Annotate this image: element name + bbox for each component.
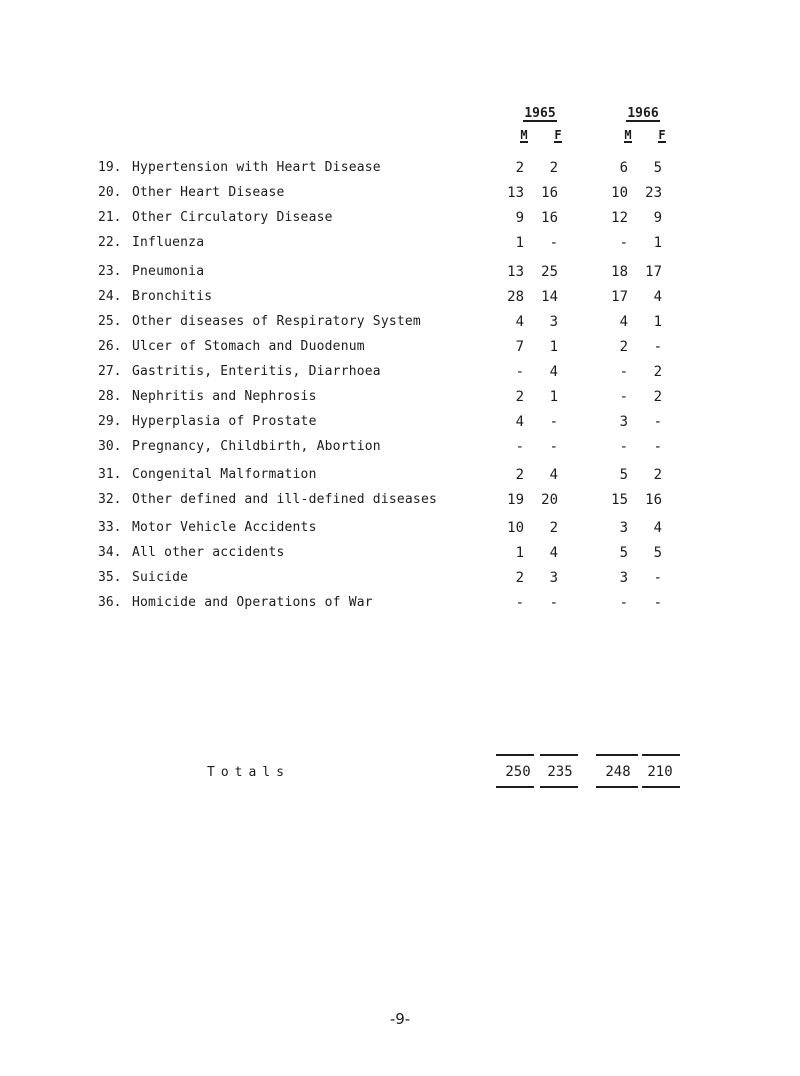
cell-female-1965: 3 — [549, 570, 558, 586]
cell-female-1965: 1 — [549, 339, 558, 355]
cell-male-1966: 5 — [619, 545, 628, 561]
cell-male-1965: 2 — [515, 467, 524, 483]
cell-female-1966: 1 — [653, 235, 662, 251]
cause-label: Motor Vehicle Accidents — [132, 520, 317, 535]
cell-female-1966: - — [653, 339, 662, 355]
cause-label: Hypertension with Heart Disease — [132, 160, 381, 175]
row-number: 21. — [98, 210, 122, 225]
row-number: 28. — [98, 389, 122, 404]
cause-label: Nephritis and Nephrosis — [132, 389, 317, 404]
cell-female-1966: 17 — [645, 264, 662, 280]
cause-label: Influenza — [132, 235, 205, 250]
cell-male-1965: 4 — [515, 414, 524, 430]
cause-label: Other diseases of Respiratory System — [132, 314, 421, 329]
cell-male-1966: 17 — [611, 289, 628, 305]
cell-female-1965: 2 — [549, 160, 558, 176]
cause-label: Hyperplasia of Prostate — [132, 414, 317, 429]
cause-label: Pregnancy, Childbirth, Abortion — [132, 439, 381, 454]
cell-female-1966: 5 — [653, 545, 662, 561]
cell-female-1965: - — [549, 595, 558, 611]
table-row — [0, 158, 800, 178]
cell-female-1966: - — [653, 414, 662, 430]
table-row — [0, 287, 800, 307]
cell-female-1965: 16 — [541, 185, 558, 201]
year-header-1966: 1966 — [627, 106, 659, 121]
cell-male-1966: 2 — [619, 339, 628, 355]
cause-label: Congenital Malformation — [132, 467, 317, 482]
cell-male-1965: 28 — [507, 289, 524, 305]
cell-male-1965: 19 — [507, 492, 524, 508]
cell-male-1966: 6 — [619, 160, 628, 176]
cause-label: Other defined and ill-defined diseases — [132, 492, 438, 507]
cell-male-1966: 3 — [619, 414, 628, 430]
total-f-1965: 235 — [547, 764, 573, 780]
cell-female-1965: 20 — [541, 492, 558, 508]
table-row — [0, 312, 800, 332]
cell-female-1965: 14 — [541, 289, 558, 305]
cell-female-1965: 2 — [549, 520, 558, 536]
cause-label: Pneumonia — [132, 264, 205, 279]
cell-male-1965: 9 — [515, 210, 524, 226]
row-number: 32. — [98, 492, 122, 507]
table-row — [0, 337, 800, 357]
cell-male-1965: 13 — [507, 185, 524, 201]
cell-male-1966: 10 — [611, 185, 628, 201]
cell-male-1965: - — [515, 364, 524, 380]
cell-male-1966: - — [619, 439, 628, 455]
cell-female-1966: 16 — [645, 492, 662, 508]
cell-female-1965: 25 — [541, 264, 558, 280]
row-number: 29. — [98, 414, 122, 429]
totals-rule-bottom — [642, 786, 680, 788]
cell-male-1966: 15 — [611, 492, 628, 508]
cell-male-1965: 1 — [515, 545, 524, 561]
sex-header-m-1965: M — [520, 128, 528, 142]
cell-male-1966: 12 — [611, 210, 628, 226]
table-row — [0, 518, 800, 538]
table-row — [0, 568, 800, 588]
cause-label: All other accidents — [132, 545, 285, 560]
cell-male-1966: 3 — [619, 520, 628, 536]
cause-label: Bronchitis — [132, 289, 213, 304]
table-row — [0, 593, 800, 613]
cell-female-1965: - — [549, 439, 558, 455]
cell-female-1966: - — [653, 570, 662, 586]
cause-label: Suicide — [132, 570, 189, 585]
cell-female-1965: 1 — [549, 389, 558, 405]
page-number: -9- — [389, 1010, 411, 1028]
totals-rule-top — [540, 754, 578, 756]
cell-male-1965: 10 — [507, 520, 524, 536]
cell-female-1966: - — [653, 439, 662, 455]
cell-male-1965: - — [515, 439, 524, 455]
cell-male-1965: 2 — [515, 389, 524, 405]
totals-rule-bottom — [596, 786, 638, 788]
totals-rule-top — [596, 754, 638, 756]
cell-male-1965: 4 — [515, 314, 524, 330]
totals-rule-top — [496, 754, 534, 756]
row-number: 22. — [98, 235, 122, 250]
row-number: 27. — [98, 364, 122, 379]
row-number: 35. — [98, 570, 122, 585]
cell-male-1966: 5 — [619, 467, 628, 483]
table-row — [0, 490, 800, 510]
cell-male-1966: - — [619, 364, 628, 380]
cell-male-1965: 13 — [507, 264, 524, 280]
cell-female-1966: 4 — [653, 289, 662, 305]
cell-female-1965: 4 — [549, 364, 558, 380]
cell-female-1965: 4 — [549, 467, 558, 483]
sex-header-m-1966: M — [624, 128, 632, 142]
cell-female-1966: 1 — [653, 314, 662, 330]
totals-label: Totals — [207, 765, 290, 780]
cause-label: Gastritis, Enteritis, Diarrhoea — [132, 364, 381, 379]
cell-female-1965: - — [549, 235, 558, 251]
table-row — [0, 183, 800, 203]
table-row — [0, 387, 800, 407]
cell-male-1966: 4 — [619, 314, 628, 330]
cell-male-1966: 3 — [619, 570, 628, 586]
row-number: 34. — [98, 545, 122, 560]
cell-female-1966: 2 — [653, 467, 662, 483]
cell-male-1965: 2 — [515, 570, 524, 586]
cell-male-1966: 18 — [611, 264, 628, 280]
table-row — [0, 412, 800, 432]
total-m-1966: 248 — [605, 764, 631, 780]
cell-female-1966: - — [653, 595, 662, 611]
totals-rule-top — [642, 754, 680, 756]
cell-female-1966: 2 — [653, 389, 662, 405]
cause-label: Homicide and Operations of War — [132, 595, 373, 610]
table-row — [0, 208, 800, 228]
row-number: 20. — [98, 185, 122, 200]
cell-male-1966: - — [619, 595, 628, 611]
table-row — [0, 233, 800, 253]
cell-male-1965: 7 — [515, 339, 524, 355]
table-row — [0, 262, 800, 282]
sex-header-f-1966: F — [658, 128, 666, 142]
row-number: 23. — [98, 264, 122, 279]
row-number: 30. — [98, 439, 122, 454]
cell-male-1965: 1 — [515, 235, 524, 251]
row-number: 36. — [98, 595, 122, 610]
cell-female-1966: 9 — [653, 210, 662, 226]
row-number: 24. — [98, 289, 122, 304]
cell-male-1966: - — [619, 389, 628, 405]
table-row — [0, 362, 800, 382]
total-m-1965: 250 — [505, 764, 531, 780]
cell-male-1965: - — [515, 595, 524, 611]
row-number: 31. — [98, 467, 122, 482]
cell-male-1966: - — [619, 235, 628, 251]
cell-female-1965: 4 — [549, 545, 558, 561]
row-number: 19. — [98, 160, 122, 175]
cause-label: Ulcer of Stomach and Duodenum — [132, 339, 365, 354]
totals-rule-bottom — [496, 786, 534, 788]
cell-female-1966: 5 — [653, 160, 662, 176]
sex-header-f-1965: F — [554, 128, 562, 142]
row-number: 25. — [98, 314, 122, 329]
year-header-1965: 1965 — [524, 106, 556, 121]
total-f-1966: 210 — [647, 764, 673, 780]
cell-male-1965: 2 — [515, 160, 524, 176]
cell-female-1966: 2 — [653, 364, 662, 380]
row-number: 33. — [98, 520, 122, 535]
cell-female-1966: 23 — [645, 185, 662, 201]
cell-female-1965: - — [549, 414, 558, 430]
totals-rule-bottom — [540, 786, 578, 788]
table-row — [0, 465, 800, 485]
cell-female-1965: 3 — [549, 314, 558, 330]
cell-female-1965: 16 — [541, 210, 558, 226]
cell-female-1966: 4 — [653, 520, 662, 536]
table-row — [0, 437, 800, 457]
cause-label: Other Heart Disease — [132, 185, 285, 200]
cause-label: Other Circulatory Disease — [132, 210, 333, 225]
row-number: 26. — [98, 339, 122, 354]
table-row — [0, 543, 800, 563]
